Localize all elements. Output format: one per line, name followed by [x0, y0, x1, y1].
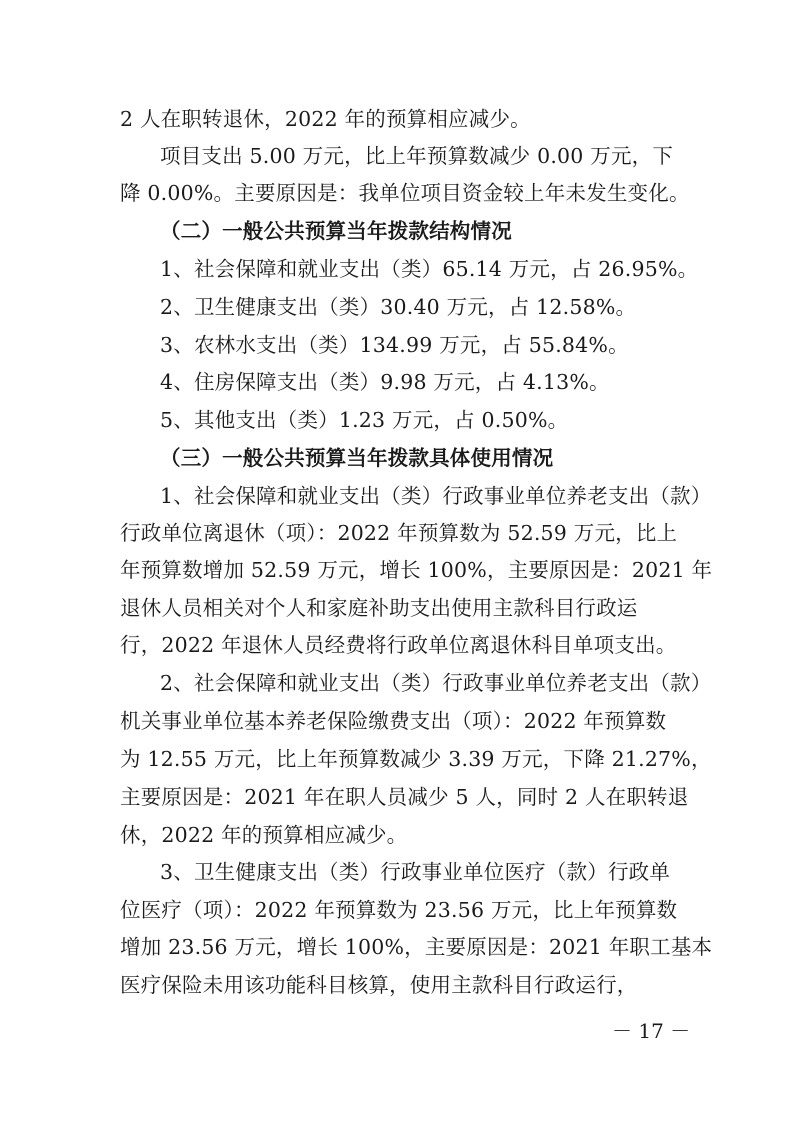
text-line: 行，2022 年退休人员经费将行政单位离退休科目单项支出。 — [120, 633, 677, 657]
text-line: 退休人员相关对个人和家庭补助支出使用主款科目行政运 — [120, 596, 638, 620]
section-heading: （三）一般公共预算当年拨款具体使用情况 — [160, 446, 554, 470]
text-line: 行政单位离退休（项）：2022 年预算数为 52.59 万元，比上 — [120, 521, 678, 545]
text-line: 主要原因是：2021 年在职人员减少 5 人，同时 2 人在职转退 — [120, 785, 689, 809]
text-line: 1、社会保障和就业支出（类）行政事业单位养老支出（款） — [160, 484, 712, 508]
text-line: 休，2022 年的预算相应减少。 — [120, 823, 408, 847]
text-line: 项目支出 5.00 万元，比上年预算数减少 0.00 万元，下 — [160, 144, 674, 168]
text-line: 为 12.55 万元，比上年预算数减少 3.39 万元，下降 21.27%， — [120, 747, 712, 771]
text-line: 3、卫生健康支出（类）行政事业单位医疗（款）行政单 — [160, 860, 671, 884]
text-line: 2 人在职转退休，2022 年的预算相应减少。 — [120, 107, 531, 131]
text-line: 3、农林水支出（类）134.99 万元，占 55.84%。 — [160, 333, 629, 357]
section-heading: （二）一般公共预算当年拨款结构情况 — [160, 219, 512, 243]
text-line: 机关事业单位基本养老保险缴费支出（项）：2022 年预算数 — [120, 709, 667, 733]
page-number: － 17 － — [612, 1019, 691, 1043]
text-line: 年预算数增加 52.59 万元，增长 100%，主要原因是：2021 年 — [120, 558, 713, 582]
text-line: 降 0.00%。主要原因是：我单位项目资金较上年未发生变化。 — [120, 181, 690, 205]
text-line: 4、住房保障支出（类）9.98 万元，占 4.13%。 — [160, 370, 610, 394]
text-line: 位医疗（项）：2022 年预算数为 23.56 万元，比上年预算数 — [120, 898, 678, 922]
text-line: 5、其他支出（类）1.23 万元，占 0.50%。 — [160, 408, 569, 432]
text-line: 医疗保险未用该功能科目核算，使用主款科目行政运行， — [120, 973, 638, 997]
text-line: 2、社会保障和就业支出（类）行政事业单位养老支出（款） — [160, 671, 712, 695]
text-line: 增加 23.56 万元，增长 100%，主要原因是：2021 年职工基本 — [120, 935, 713, 959]
text-line: 1、社会保障和就业支出（类）65.14 万元，占 26.95%。 — [160, 257, 699, 281]
text-line: 2、卫生健康支出（类）30.40 万元，占 12.58%。 — [160, 295, 637, 319]
